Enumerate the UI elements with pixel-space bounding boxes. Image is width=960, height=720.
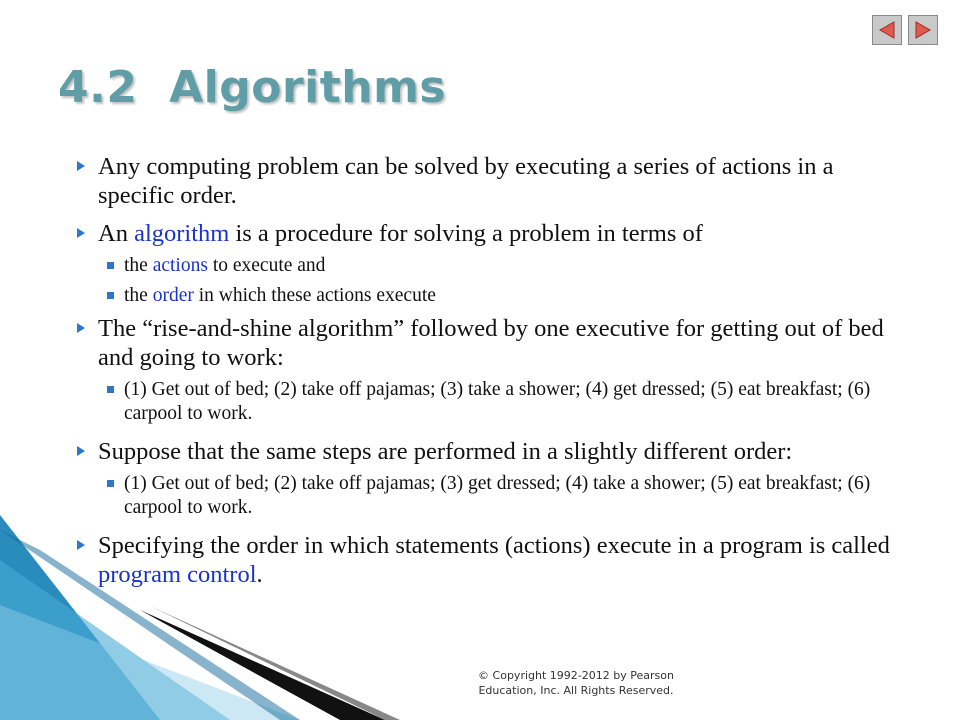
sub-bullet-item: (1) Get out of bed; (2) take off pajamas; (3) take a shower; (4) get dressed; (5) eat breakfast; (6) carpool to work. — [76, 378, 906, 426]
triangle-right-icon — [913, 20, 933, 40]
next-slide-button[interactable] — [908, 15, 938, 45]
slide-title: 4.2 Algorithms — [58, 62, 447, 113]
keyword-actions: actions — [152, 255, 208, 276]
sub-bullet-item: the order in which these actions execute — [76, 284, 906, 308]
triangle-left-icon — [877, 20, 897, 40]
bullet-item: Suppose that the same steps are performed in a slightly different order: — [76, 437, 906, 466]
triangle-bullet-icon — [76, 445, 86, 457]
sub-bullet-item: the actions to execute and — [76, 254, 906, 278]
copyright-notice: © Copyright 1992-2012 by Pearson Education, Inc. All Rights Reserved. — [478, 669, 674, 697]
keyword-algorithm: algorithm — [134, 220, 230, 247]
triangle-bullet-icon — [76, 322, 86, 334]
bullet-item: An algorithm is a procedure for solving a problem in terms of — [76, 219, 906, 248]
bullet-item: Specifying the order in which statements (actions) execute in a program is called program control. — [76, 531, 906, 589]
slide-content — [76, 152, 906, 598]
triangle-bullet-icon — [76, 160, 86, 172]
square-bullet-icon — [107, 480, 114, 487]
keyword-order: order — [152, 285, 194, 306]
bullet-item: Any computing problem can be solved by executing a series of actions in a specific order. — [76, 152, 906, 210]
square-bullet-icon — [107, 386, 114, 393]
square-bullet-icon — [107, 262, 114, 269]
bullet-item: The “rise-and-shine algorithm” followed by one executive for getting out of bed and going to work: — [76, 314, 906, 372]
triangle-bullet-icon — [76, 227, 86, 239]
nav-buttons — [872, 15, 938, 45]
sub-bullet-item: (1) Get out of bed; (2) take off pajamas; (3) get dressed; (4) take a shower; (5) eat breakfast; (6) carpool to work. — [76, 472, 906, 520]
triangle-bullet-icon — [76, 539, 86, 551]
keyword-program-control: program control — [98, 561, 257, 588]
square-bullet-icon — [107, 292, 114, 299]
previous-slide-button[interactable] — [872, 15, 902, 45]
